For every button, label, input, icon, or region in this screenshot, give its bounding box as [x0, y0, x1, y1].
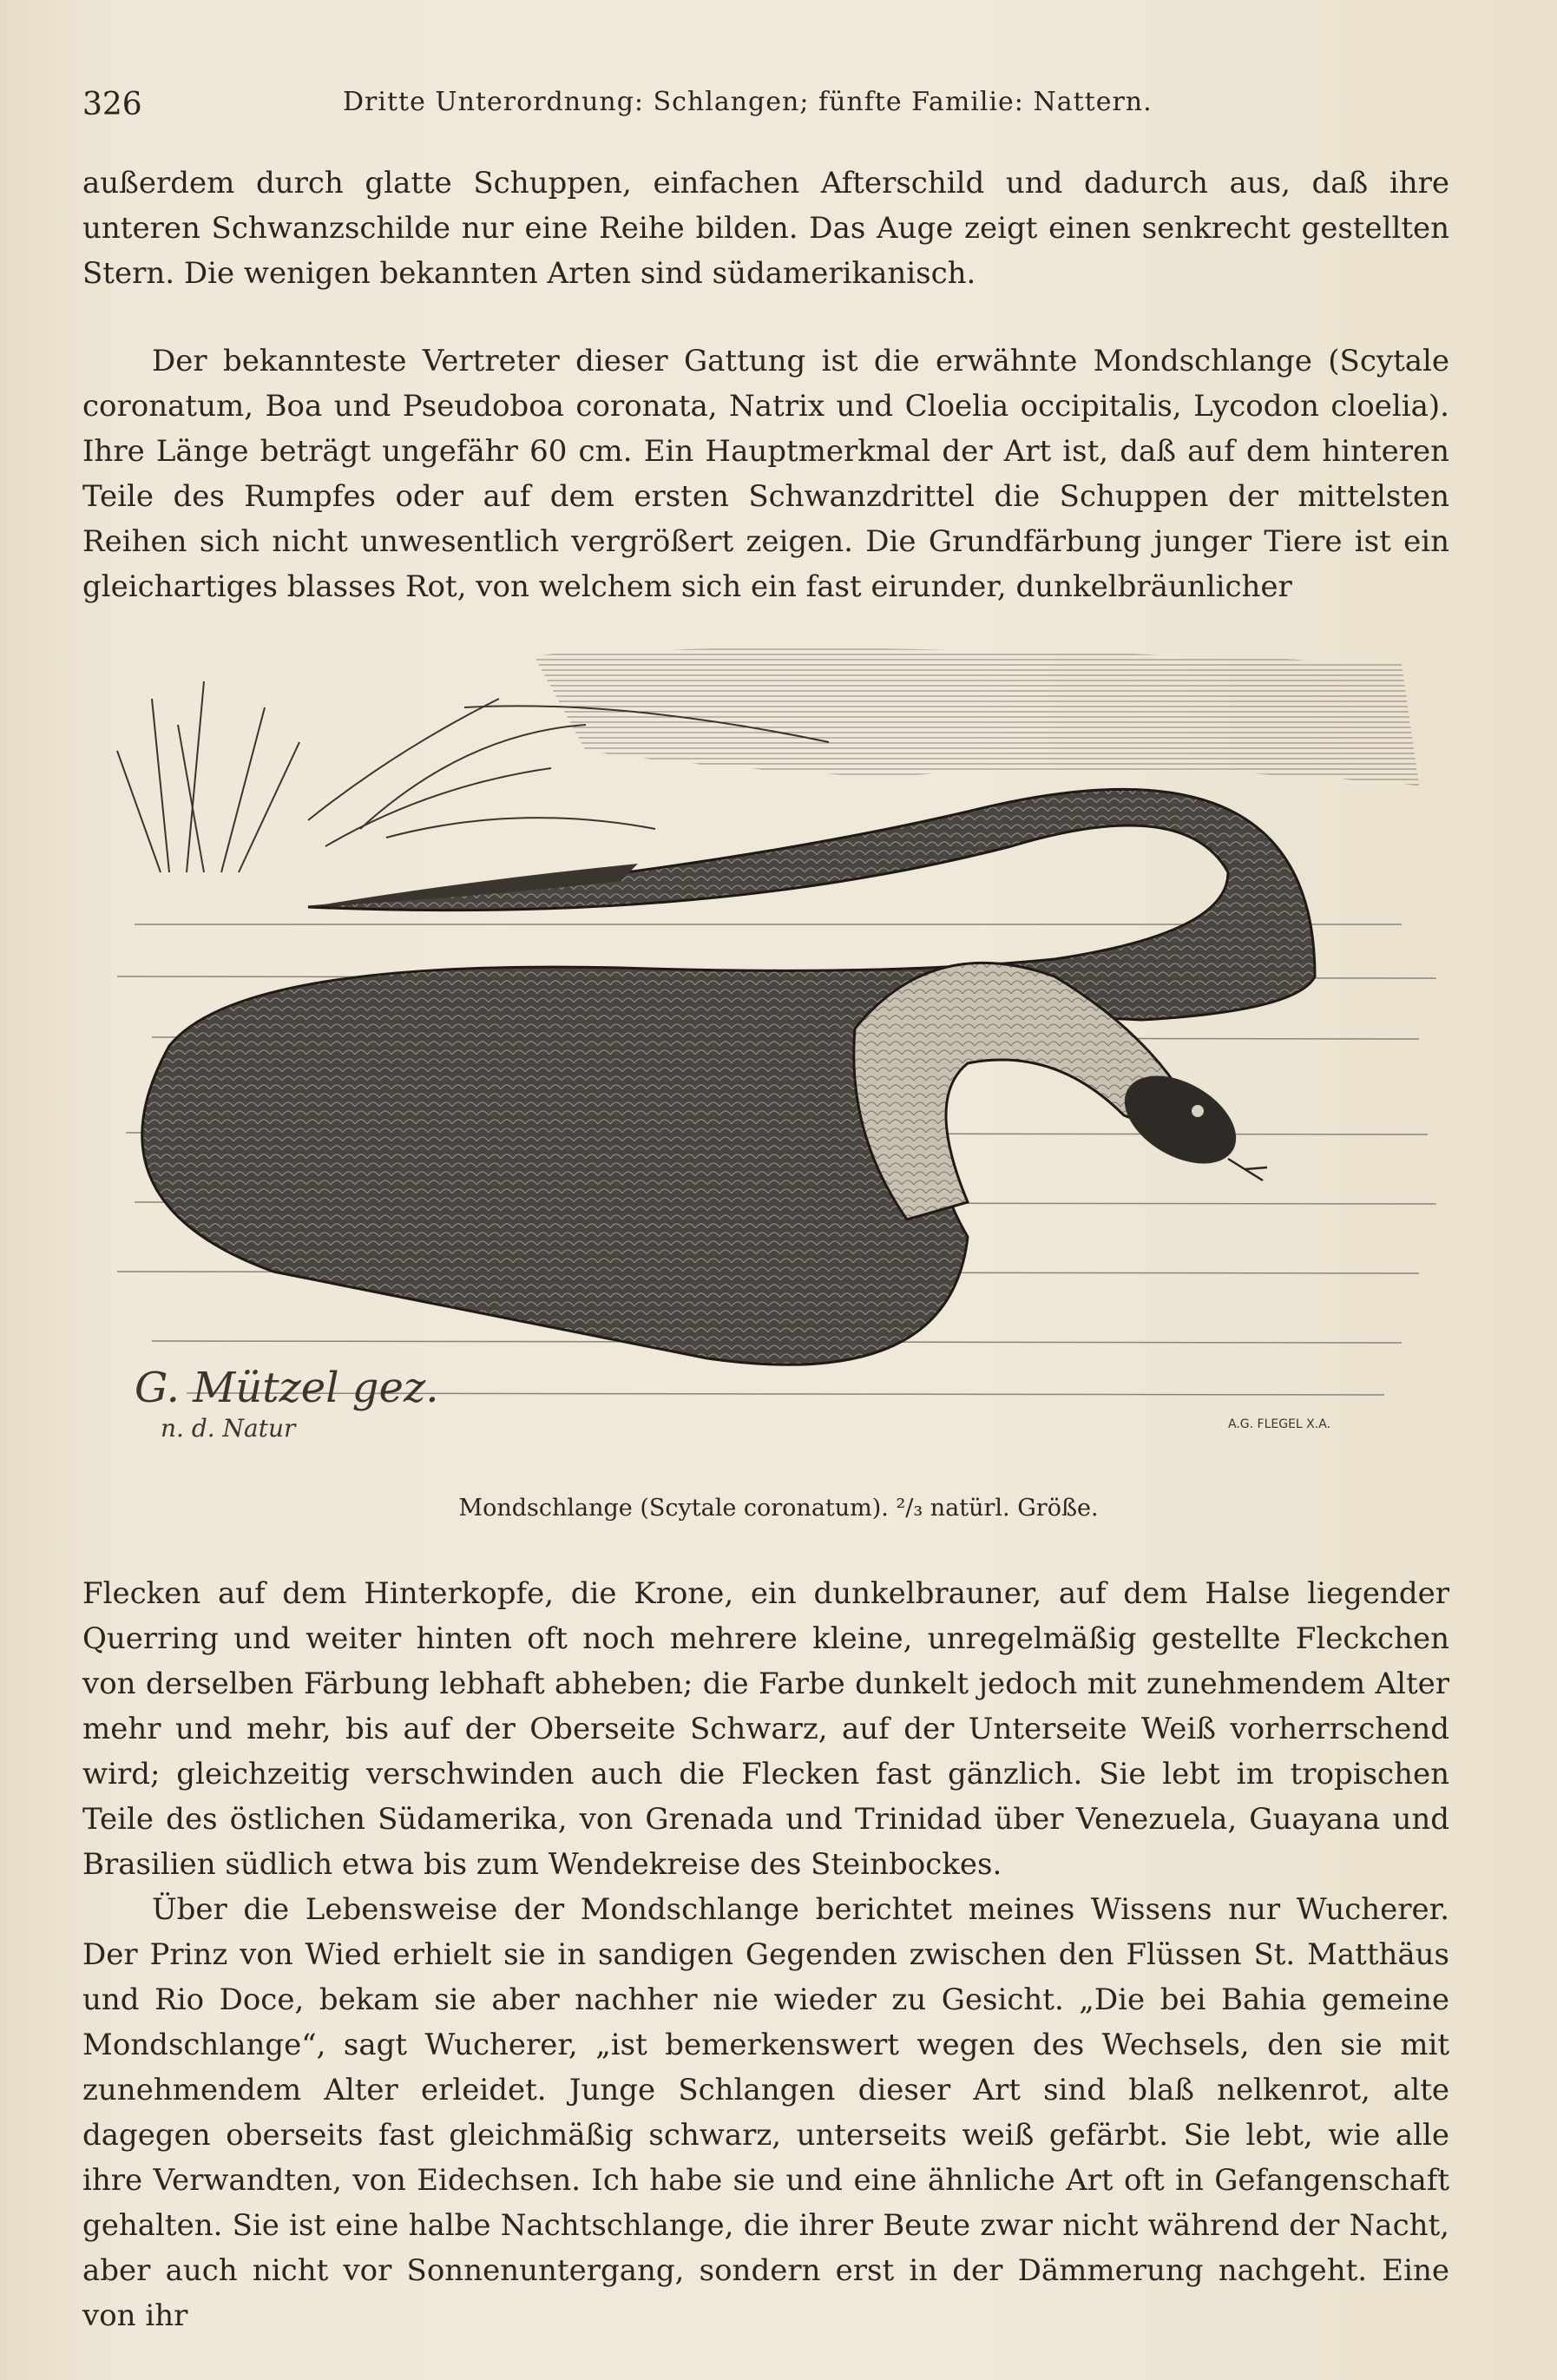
artist-signature-line2: n. d. Natur [161, 1414, 296, 1443]
engraver-mark: A.G. FLEGEL X.A. [1228, 1417, 1330, 1431]
snake-eye [1192, 1105, 1204, 1117]
text-block-top [82, 161, 1449, 296]
snake-tongue [1228, 1159, 1267, 1180]
paragraph: außerdem durch glatte Schuppen, einfachen Afterschild und dadurch aus, daß ihre unteren Schwanzschilde nur eine Reihe bilden. Das Auge zeigt einen senkrecht gestellten Stern. Die wenigen bekannten Arten sind südamerikanisch. [82, 166, 1449, 291]
paragraph: Der bekannteste Vertreter dieser Gattung ist die erwähnte Mondschlange (Scytale coronatum, Boa und Pseudoboa coronata, Natrix und Cloelia occipitalis, Lycodon cloelia). Ihre Länge beträgt ungefähr 60 cm. Ein Hauptmerkmal der Art ist, daß auf dem hinteren Teile des Rumpfes oder auf dem ersten Schwanzdrittel die Schuppen der mittelsten Reihen sich nicht unwesentlich vergrößert zeigen. Die Grundfärbung junger Tiere ist ein gleichartiges blasses Rot, von welchem sich ein fast eirunder, dunkelbräunlicher [82, 344, 1449, 604]
figure-caption: Mondschlange (Scytale coronatum). ²/₃ natürl. Größe. [458, 1495, 1099, 1522]
paragraph: Über die Lebensweise der Mondschlange berichtet meines Wissens nur Wucherer. Der Prinz von Wied erhielt sie in sandigen Gegenden zwischen den Flüssen St. Matthäus und Rio Doce, bekam sie aber nachher nie wieder zu Gesicht. „Die bei Bahia gemeine Mondschlange“, sagt Wucherer, „ist bemerkenswert wegen des Wechsels, den sie mit zunehmendem Alter erleidet. Junge Schlangen dieser Art sind blaß nelkenrot, alte dagegen oberseits fast gleichmäßig schwarz, unterseits weiß gefärbt. Sie lebt, wie alle ihre Verwandten, von Eidechsen. Ich habe sie und eine ähnliche Art oft in Gefangenschaft gehalten. Sie ist eine halbe Nachtschlange, die ihrer Beute zwar nicht während der Nacht, aber auch nicht vor Sonnenuntergang, sondern erst in der Dämmerung nachgeht. Eine von ihr [82, 1892, 1449, 2333]
page-header [82, 87, 1453, 130]
page-number: 326 [82, 87, 142, 122]
snake-illustration [100, 647, 1454, 1480]
background-bush [534, 648, 1419, 786]
paragraph: Flecken auf dem Hinterkopfe, die Krone, ein dunkelbrauner, auf dem Halse liegender Querring und weiter hinten oft noch mehrere kleine, unregelmäßig gestellte Fleckchen von derselben Färbung lebhaft abheben; die Farbe dunkelt jedoch mit zunehmendem Alter mehr und mehr, bis auf der Oberseite Schwarz, auf der Unterseite Weiß vorherrschend wird; gleichzeitig verschwinden auch die Flecken fast gänzlich. Sie lebt im tropischen Teile des östlichen Südamerika, von Grenada und Trinidad über Venezuela, Guayana und Brasilien südlich etwa bis zum Wendekreise des Steinbockes. [82, 1576, 1449, 1882]
running-head: Dritte Unterordnung: Schlangen; fünfte Familie: Nattern. [343, 87, 1153, 117]
text-block-bottom [82, 1571, 1449, 2338]
text-block-top-2 [82, 339, 1449, 609]
artist-signature: G. Mützel gez. [135, 1364, 439, 1412]
